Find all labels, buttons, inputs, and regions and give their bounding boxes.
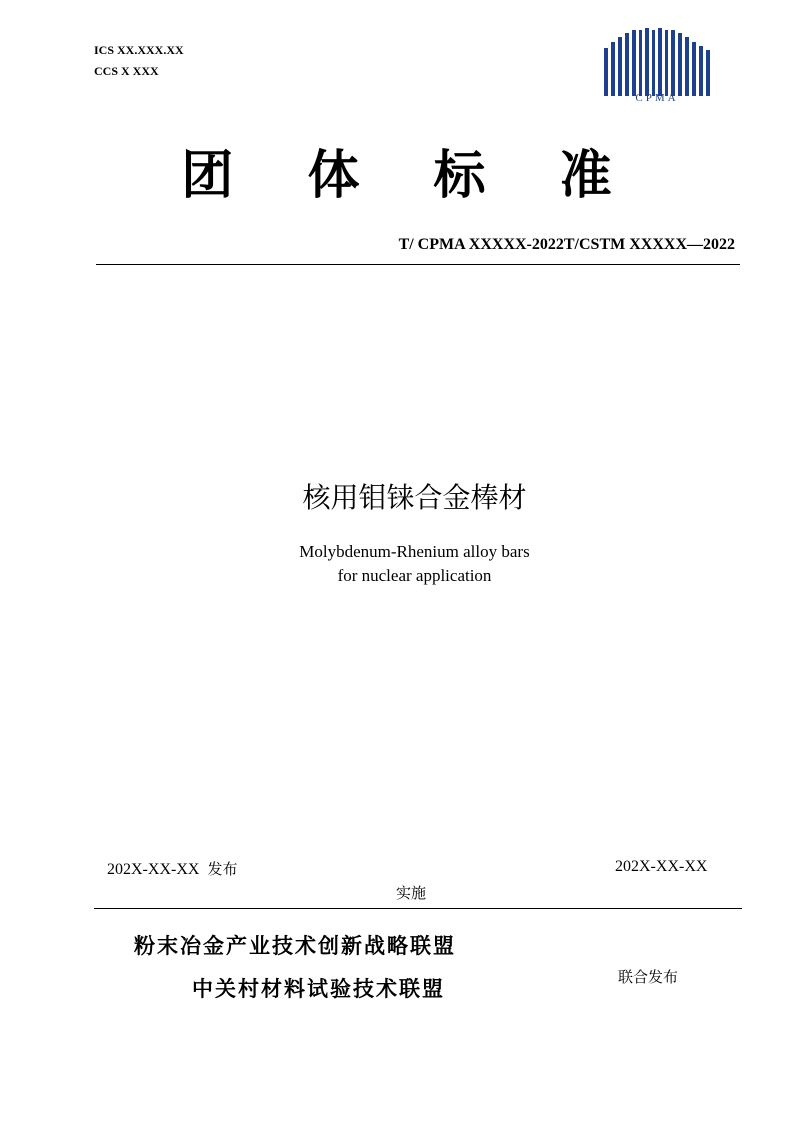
publish-label: 发布 [207, 860, 238, 878]
english-title-line2: for nuclear application [337, 566, 492, 585]
logo-bar [639, 30, 642, 96]
logo-bar [645, 28, 649, 96]
logo-bar [685, 37, 689, 96]
logo-bar [665, 30, 668, 96]
logo-bar [706, 50, 710, 96]
implement-label: 实施 [396, 884, 427, 902]
logo-bar [658, 28, 662, 96]
logo-bar [625, 33, 629, 96]
english-title [0, 540, 793, 588]
chinese-title: 核用钼铼合金棒材 [302, 481, 527, 514]
ics-code: ICS XX.XXX.XX [94, 43, 184, 57]
document-type-title: 团 体 标 准 [181, 146, 640, 206]
logo-bar [652, 30, 655, 96]
publish-date-block [107, 858, 237, 879]
top-divider [96, 264, 740, 265]
logo-bar [692, 42, 696, 96]
logo-bar [671, 30, 675, 96]
implement-date: 202X-XX-XX [615, 858, 708, 875]
joint-publish-label: 联合发布 [618, 968, 679, 986]
logo-bar [678, 33, 682, 96]
logo-bar [604, 48, 608, 96]
logo-bar [618, 37, 622, 96]
publisher-org-2: 中关村材料试验技术联盟 [192, 977, 445, 1001]
ccs-code: CCS X XXX [94, 64, 159, 78]
logo-bar [611, 42, 615, 96]
logo-bar [699, 46, 703, 96]
logo-text: CPMA [635, 92, 679, 104]
bottom-divider [94, 908, 742, 909]
publisher-org-1: 粉末冶金产业技术创新战略联盟 [134, 934, 456, 958]
publish-date: 202X-XX-XX [107, 861, 200, 878]
english-title-line1: Molybdenum-Rhenium alloy bars [299, 542, 530, 561]
classification-codes [94, 40, 184, 82]
standard-number: T/ CPMA XXXXX-2022T/CSTM XXXXX—2022 [398, 236, 735, 253]
logo-bar [632, 30, 636, 96]
